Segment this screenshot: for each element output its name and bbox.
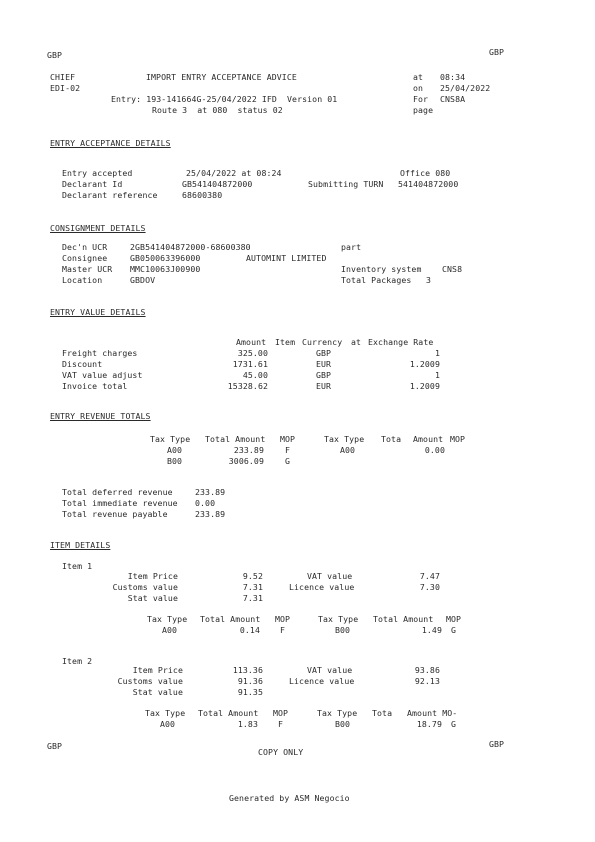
- declarant-id-label: Declarant Id: [62, 179, 123, 189]
- consignee-name: AUTOMINT LIMITED: [246, 253, 327, 263]
- office-label: Office 080: [400, 168, 451, 178]
- revenue-tax-type: B00: [167, 456, 183, 466]
- copy-only-note: COPY ONLY: [258, 747, 304, 757]
- revenue-amount-right: 0.00: [424, 445, 445, 455]
- currency-corner-top-left: GBP: [47, 50, 63, 60]
- total-deferred-value: 233.89: [195, 487, 226, 497]
- total-immediate-label: Total immediate revenue: [62, 498, 178, 508]
- item-title: Item 2: [62, 656, 93, 666]
- revenue-mop: G: [285, 456, 291, 466]
- item-tax-amount-left: 1.83: [237, 719, 258, 729]
- item-total-amount-header-2: Total Amount: [373, 614, 434, 624]
- for-label: For: [413, 94, 429, 104]
- section-heading-revenue-totals: ENTRY REVENUE TOTALS: [50, 411, 151, 421]
- item-tax-type-header: Tax Type: [145, 708, 186, 718]
- licence-value-label: Licence value: [289, 582, 355, 592]
- entry-line: Entry: 193-141664G-25/04/2022 IFD Version 01: [111, 94, 338, 104]
- item-tax-amount-right: 18.79: [416, 719, 442, 729]
- customs-value: 91.36: [237, 676, 263, 686]
- consignee-label: Consignee: [62, 253, 108, 263]
- column-header-tax-type-2: Tax Type: [324, 434, 365, 444]
- vat-value-label: VAT value: [307, 571, 353, 581]
- currency-corner-top-right: GBP: [489, 47, 505, 57]
- item-tax-amount-left: 0.14: [239, 625, 260, 635]
- column-header-amount: Amount: [236, 337, 267, 347]
- value-amount: 15328.62: [227, 381, 268, 391]
- page-label: page: [413, 105, 434, 115]
- stat-value-label: Stat value: [127, 593, 178, 603]
- column-header-item: Item: [275, 337, 296, 347]
- column-header-mop: MOP: [280, 434, 296, 444]
- item-total-amount-header: Total Amount: [198, 708, 259, 718]
- value-amount: 325.00: [237, 348, 268, 358]
- declarant-id-value: GB541404872000: [182, 179, 253, 189]
- stat-value: 91.35: [237, 687, 263, 697]
- item-tax-type-left: A00: [160, 719, 176, 729]
- location-value: GBDOV: [130, 275, 156, 285]
- value-rate: 1.2009: [409, 381, 440, 391]
- revenue-tax-type: A00: [167, 445, 183, 455]
- entry-accepted-value: 25/04/2022 at 08:24: [186, 168, 282, 178]
- time-label: at: [413, 72, 424, 82]
- total-payable-label: Total revenue payable: [62, 509, 168, 519]
- message-code: EDI-02: [50, 83, 81, 93]
- item-tax-mop-right: G: [451, 719, 457, 729]
- column-header-exchange-rate: Exchange Rate: [368, 337, 434, 347]
- item-price-label: Item Price: [127, 571, 178, 581]
- value-amount: 1731.61: [232, 359, 268, 369]
- item-amount-mop-header-2: Amount MO-: [407, 708, 458, 718]
- column-header-mop-2: MOP: [450, 434, 466, 444]
- submitting-turn-label: Submitting TURN: [308, 179, 384, 189]
- master-ucr-label: Master UCR: [62, 264, 113, 274]
- value-label: Invoice total: [62, 381, 128, 391]
- section-heading-item-details: ITEM DETAILS: [50, 540, 111, 550]
- column-header-at: at: [351, 337, 362, 347]
- revenue-amount: 233.89: [233, 445, 264, 455]
- item-tax-type-left: A00: [162, 625, 178, 635]
- item-mop-header: MOP: [273, 708, 289, 718]
- value-currency: GBP: [316, 370, 332, 380]
- item-tax-mop-left: F: [278, 719, 284, 729]
- revenue-amount: 3006.09: [228, 456, 264, 466]
- item-price-label: Item Price: [132, 665, 183, 675]
- consignee-eori: GB050063396000: [130, 253, 201, 263]
- value-label: Freight charges: [62, 348, 138, 358]
- date-label: on: [413, 83, 424, 93]
- customs-value: 7.31: [242, 582, 263, 592]
- inventory-system-value: CNS8: [442, 264, 463, 274]
- value-amount: 45.00: [242, 370, 268, 380]
- column-header-currency: Currency: [302, 337, 343, 347]
- document-title: IMPORT ENTRY ACCEPTANCE ADVICE: [146, 72, 297, 82]
- value-rate: 1: [434, 370, 440, 380]
- value-currency: EUR: [316, 381, 332, 391]
- value-label: Discount: [62, 359, 103, 369]
- vat-value-label: VAT value: [307, 665, 353, 675]
- revenue-tax-type-right: A00: [340, 445, 356, 455]
- section-heading-entry-acceptance: ENTRY ACCEPTANCE DETAILS: [50, 138, 171, 148]
- revenue-mop: F: [285, 445, 291, 455]
- licence-value: 7.30: [419, 582, 440, 592]
- location-label: Location: [62, 275, 103, 285]
- item-tax-amount-right: 1.49: [421, 625, 442, 635]
- currency-corner-bottom-right: GBP: [489, 739, 505, 749]
- total-immediate-value: 0.00: [195, 498, 216, 508]
- part-label: part: [341, 242, 362, 252]
- total-payable-value: 233.89: [195, 509, 226, 519]
- item-price-value: 9.52: [242, 571, 263, 581]
- stat-value: 7.31: [242, 593, 263, 603]
- value-currency: EUR: [316, 359, 332, 369]
- licence-value-label: Licence value: [289, 676, 355, 686]
- item-total-header-2: Tota: [372, 708, 393, 718]
- licence-value: 92.13: [414, 676, 440, 686]
- value-currency: GBP: [316, 348, 332, 358]
- column-header-tax-type: Tax Type: [150, 434, 191, 444]
- item-tax-mop-right: G: [451, 625, 457, 635]
- section-heading-consignment: CONSIGNMENT DETAILS: [50, 223, 146, 233]
- route-line: Route 3 at 080 status 02: [152, 105, 283, 115]
- value-rate: 1: [434, 348, 440, 358]
- item-tax-mop-left: F: [280, 625, 286, 635]
- total-deferred-label: Total deferred revenue: [62, 487, 173, 497]
- item-tax-type-header: Tax Type: [147, 614, 188, 624]
- declarant-reference-label: Declarant reference: [62, 190, 158, 200]
- column-header-total-2: Tota: [381, 434, 402, 444]
- time-value: 08:34: [440, 72, 466, 82]
- generated-by-footer: Generated by ASM Negocio: [229, 793, 350, 803]
- item-total-amount-header: Total Amount: [200, 614, 261, 624]
- inventory-system-label: Inventory system: [341, 264, 422, 274]
- item-tax-type-header-2: Tax Type: [318, 614, 359, 624]
- for-value: CNS8A: [440, 94, 466, 104]
- item-mop-header-2: MOP: [446, 614, 462, 624]
- value-label: VAT value adjust: [62, 370, 143, 380]
- item-price-value: 113.36: [232, 665, 263, 675]
- date-value: 25/04/2022: [440, 83, 491, 93]
- item-tax-type-right: B00: [335, 625, 351, 635]
- item-tax-type-right: B00: [335, 719, 351, 729]
- item-tax-type-header-2: Tax Type: [317, 708, 358, 718]
- vat-value: 93.86: [414, 665, 440, 675]
- entry-accepted-label: Entry accepted: [62, 168, 133, 178]
- master-ucr-value: MMC10063J00900: [130, 264, 201, 274]
- item-title: Item 1: [62, 561, 93, 571]
- stat-value-label: Stat value: [132, 687, 183, 697]
- customs-value-label: Customs value: [112, 582, 178, 592]
- customs-value-label: Customs value: [117, 676, 183, 686]
- value-rate: 1.2009: [409, 359, 440, 369]
- ducr-value: 2GB541404872000-68600380: [130, 242, 251, 252]
- vat-value: 7.47: [419, 571, 440, 581]
- submitting-turn-value: 541404872000: [398, 179, 459, 189]
- column-header-total-amount: Total Amount: [205, 434, 266, 444]
- section-heading-entry-value: ENTRY VALUE DETAILS: [50, 307, 146, 317]
- currency-corner-bottom-left: GBP: [47, 741, 63, 751]
- ducr-label: Dec'n UCR: [62, 242, 108, 252]
- system-code: CHIEF: [50, 72, 76, 82]
- total-packages-label: Total Packages: [341, 275, 412, 285]
- declarant-reference-value: 68600380: [182, 190, 223, 200]
- column-header-amount-2: Amount: [413, 434, 444, 444]
- item-mop-header: MOP: [275, 614, 291, 624]
- total-packages-value: 3: [426, 275, 432, 285]
